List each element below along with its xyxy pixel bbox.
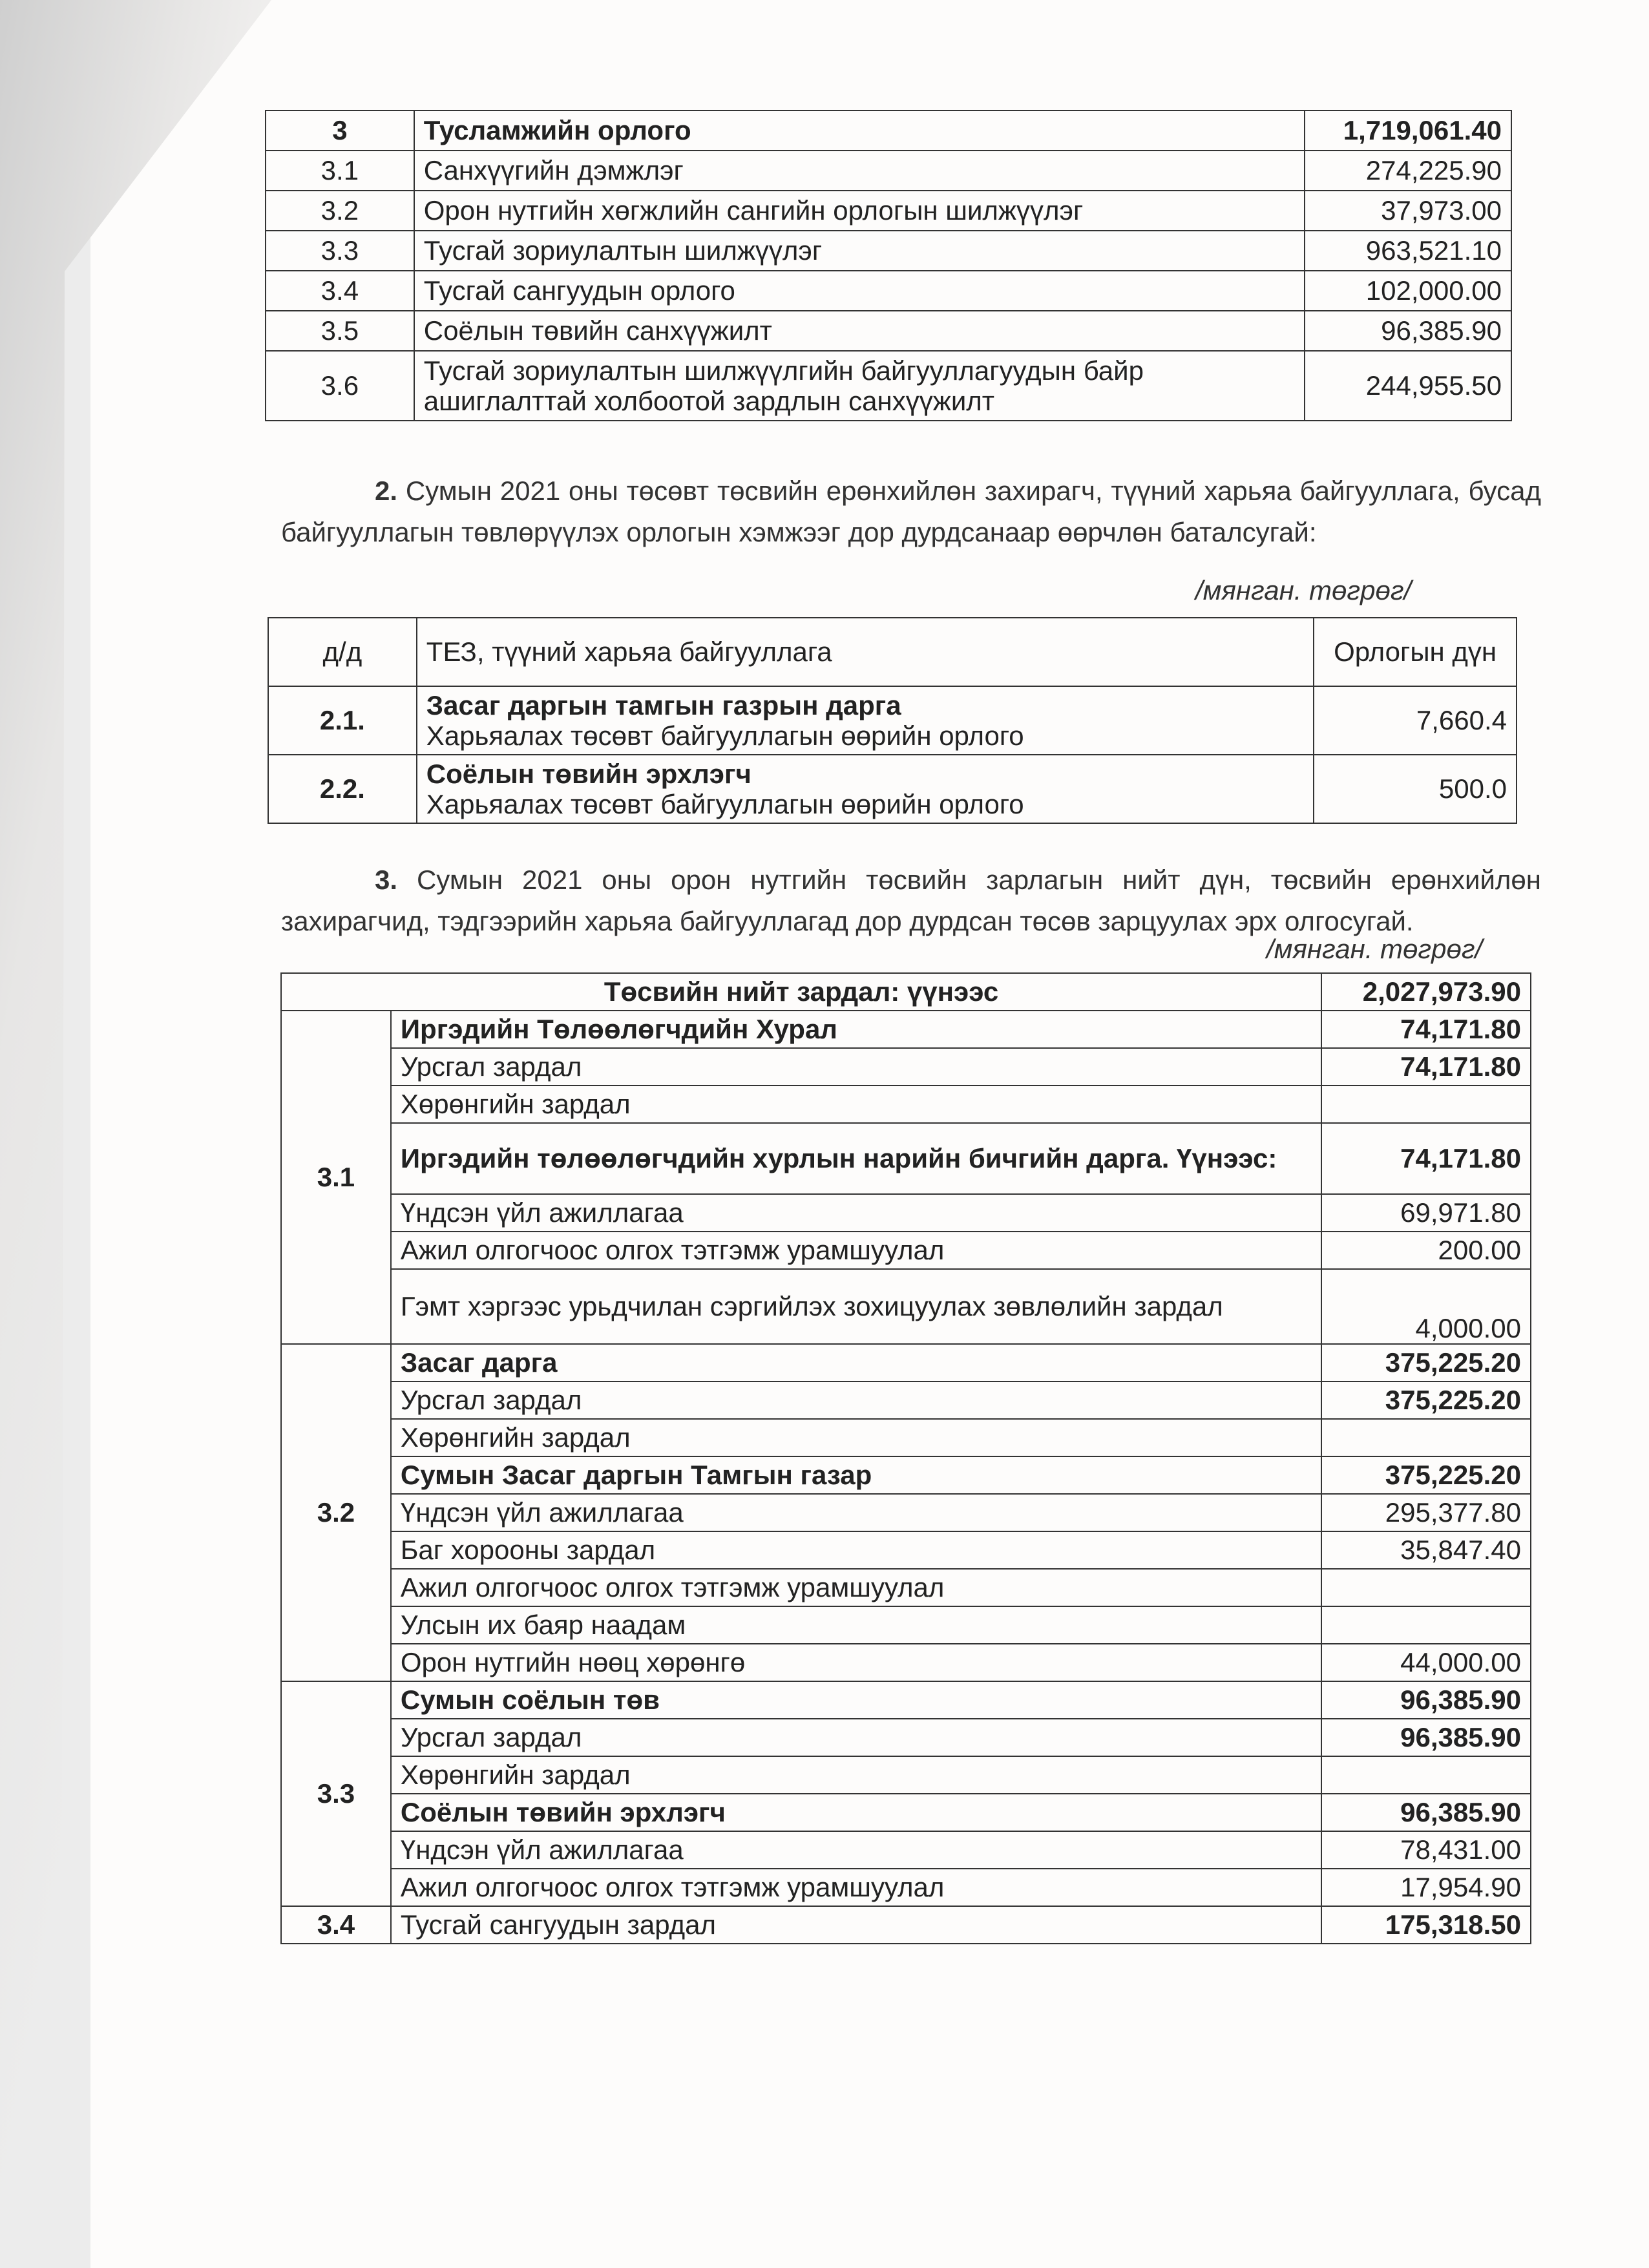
table3-label: Үндсэн үйл ажиллагаа	[391, 1494, 1321, 1531]
table3-row	[281, 1456, 1531, 1494]
table3-row	[281, 1419, 1531, 1456]
table3-row	[281, 1494, 1531, 1531]
table3-value: 96,385.90	[1321, 1719, 1531, 1756]
paragraph-2-number: 2.	[375, 476, 398, 506]
table1-code: 3.4	[266, 271, 414, 311]
table3-label: Ажил олгогчоос олгох тэтгэмж урамшуулал	[391, 1232, 1321, 1269]
table3-row	[281, 1719, 1531, 1756]
table2-org-cell	[417, 686, 1314, 755]
table3-label: Иргэдийн Төлөөлөгчдийн Хурал	[391, 1011, 1321, 1048]
table3-label: Сумын соёлын төв	[391, 1681, 1321, 1719]
table3-row	[281, 1531, 1531, 1569]
table3-label: Урсгал зардал	[391, 1381, 1321, 1419]
table3-label: Гэмт хэргээс урьдчилан сэргийлэх зохицуулах зөвлөлийн зардал	[391, 1269, 1321, 1344]
table3-row	[281, 1569, 1531, 1606]
table1-row	[266, 231, 1511, 271]
table2-org-sub: Харьяалах төсөвт байгууллагын өөрийн орлого	[426, 720, 1024, 751]
table3-value: 375,225.20	[1321, 1344, 1531, 1381]
table3-row	[281, 1269, 1531, 1344]
table2-org-title: Засаг даргын тамгын газрын дарга	[426, 689, 901, 720]
table3-group-code: 3.1	[281, 1011, 391, 1344]
table3-row	[281, 1232, 1531, 1269]
table2-row	[268, 755, 1517, 823]
table3-row	[281, 1381, 1531, 1419]
table1-value: 96,385.90	[1305, 311, 1511, 351]
paragraph-3-number: 3.	[375, 865, 398, 895]
table3-label: Тусгай сангуудын зардал	[391, 1906, 1321, 1944]
table3-value: 35,847.40	[1321, 1531, 1531, 1569]
unit-label-1: /мянган. төгрөг/	[1195, 575, 1412, 605]
table3-label: Иргэдийн төлөөлөгчдийн хурлын нарийн бичгийн дарга. Үүнээс:	[391, 1123, 1321, 1194]
expenditure-table	[280, 972, 1531, 1944]
table1-label: Тусламжийн орлого	[414, 110, 1305, 151]
table2-code: 2.2.	[268, 755, 417, 823]
table3-value	[1321, 1419, 1531, 1456]
table3-row	[281, 1681, 1531, 1719]
table3-row	[281, 1906, 1531, 1944]
table3-value	[1321, 1756, 1531, 1794]
table3-row	[281, 1869, 1531, 1906]
centralized-income-table	[268, 617, 1517, 824]
table1-code: 3.3	[266, 231, 414, 271]
table2-org-cell	[417, 755, 1314, 823]
table1-label: Санхүүгийн дэмжлэг	[414, 151, 1305, 191]
support-income-table	[265, 110, 1512, 421]
table3-label: Хөрөнгийн зардал	[391, 1419, 1321, 1456]
table3-row	[281, 1794, 1531, 1831]
table2-org-title: Соёлын төвийн эрхлэгч	[426, 758, 751, 789]
table1-value: 274,225.90	[1305, 151, 1511, 191]
table1-row	[266, 151, 1511, 191]
table3-value	[1321, 1086, 1531, 1123]
paragraph-2	[281, 470, 1541, 553]
table3-value: 44,000.00	[1321, 1644, 1531, 1681]
table3-label: Үндсэн үйл ажиллагаа	[391, 1194, 1321, 1232]
table3-value: 375,225.20	[1321, 1456, 1531, 1494]
table3-label: Ажил олгогчоос олгох тэтгэмж урамшуулал	[391, 1569, 1321, 1606]
paragraph-2-text: Сумын 2021 оны төсөвт төсвийн ерөнхийлөн захирагч, түүний харьяа байгууллага, бусад байгууллагын төвлөрүүлэх орлогын хэмжээг дор дурдсанаар өөрчлөн баталсугай:	[281, 476, 1541, 547]
table1-row	[266, 351, 1511, 421]
table3-value: 175,318.50	[1321, 1906, 1531, 1944]
table1-code: 3.1	[266, 151, 414, 191]
table1-label: Орон нутгийн хөгжлийн сангийн орлогын шилжүүлэг	[414, 191, 1305, 231]
table2-org-sub: Харьяалах төсөвт байгууллагын өөрийн орлого	[426, 789, 1024, 819]
table1-row	[266, 191, 1511, 231]
table1-code: 3.6	[266, 351, 414, 421]
table1-value: 37,973.00	[1305, 191, 1511, 231]
table3-group-code: 3.3	[281, 1681, 391, 1906]
table2-header-org: ТЕЗ, түүний харьяа байгууллага	[417, 618, 1314, 686]
table3-label: Баг хорооны зардал	[391, 1531, 1321, 1569]
table1-row	[266, 271, 1511, 311]
table3-total-label: Төсвийн нийт зардал: үүнээс	[281, 973, 1321, 1011]
table3-value: 295,377.80	[1321, 1494, 1531, 1531]
table3-label: Орон нутгийн нөөц хөрөнгө	[391, 1644, 1321, 1681]
table3-value: 375,225.20	[1321, 1381, 1531, 1419]
table2-value: 7,660.4	[1314, 686, 1517, 755]
table2-header-index: д/д	[268, 618, 417, 686]
table1-code: 3.2	[266, 191, 414, 231]
table3-value: 74,171.80	[1321, 1048, 1531, 1086]
table3-value: 200.00	[1321, 1232, 1531, 1269]
table1-code: 3	[266, 110, 414, 151]
table3-value: 96,385.90	[1321, 1681, 1531, 1719]
table3-label: Урсгал зардал	[391, 1719, 1321, 1756]
table3-label: Улсын их баяр наадам	[391, 1606, 1321, 1644]
table3-row	[281, 1344, 1531, 1381]
table3-value	[1321, 1569, 1531, 1606]
table3-row	[281, 1011, 1531, 1048]
table2-row	[268, 686, 1517, 755]
table3-value: 96,385.90	[1321, 1794, 1531, 1831]
table3-value: 69,971.80	[1321, 1194, 1531, 1232]
table1-row	[266, 110, 1511, 151]
table2-code: 2.1.	[268, 686, 417, 755]
table3-row	[281, 1756, 1531, 1794]
table3-row	[281, 1048, 1531, 1086]
table1-code: 3.5	[266, 311, 414, 351]
table1-label: Тусгай зориулалтын шилжүүлгийн байгууллагуудын байр ашиглалттай холбоотой зардлын санхүүжилт	[414, 351, 1305, 421]
table1-value: 102,000.00	[1305, 271, 1511, 311]
table1-value: 1,719,061.40	[1305, 110, 1511, 151]
table3-label: Соёлын төвийн эрхлэгч	[391, 1794, 1321, 1831]
paragraph-3	[281, 859, 1541, 942]
table1-value: 244,955.50	[1305, 351, 1511, 421]
table1-row	[266, 311, 1511, 351]
table3-row	[281, 1086, 1531, 1123]
table3-row	[281, 1606, 1531, 1644]
unit-label-2: /мянган. төгрөг/	[1266, 934, 1483, 964]
table3-label: Хөрөнгийн зардал	[391, 1086, 1321, 1123]
paragraph-3-text: Сумын 2021 оны орон нутгийн төсвийн зарлагын нийт дүн, төсвийн ерөнхийлөн захирагчид, тэдгээрийн харьяа байгууллагад дор дурдсан төсөв зарцуулах эрх олгосугай.	[281, 865, 1541, 936]
table3-value: 78,431.00	[1321, 1831, 1531, 1869]
table3-total-value: 2,027,973.90	[1321, 973, 1531, 1011]
table3-label: Урсгал зардал	[391, 1048, 1321, 1086]
table3-group-code: 3.4	[281, 1906, 391, 1944]
table3-value: 17,954.90	[1321, 1869, 1531, 1906]
table3-value	[1321, 1606, 1531, 1644]
table3-row	[281, 1194, 1531, 1232]
table3-label: Ажил олгогчоос олгох тэтгэмж урамшуулал	[391, 1869, 1321, 1906]
table1-label: Тусгай зориулалтын шилжүүлэг	[414, 231, 1305, 271]
table3-row	[281, 1123, 1531, 1194]
table3-group-code: 3.2	[281, 1344, 391, 1681]
table3-label: Үндсэн үйл ажиллагаа	[391, 1831, 1321, 1869]
table1-label: Тусгай сангуудын орлого	[414, 271, 1305, 311]
table3-label: Сумын Засаг даргын Тамгын газар	[391, 1456, 1321, 1494]
table3-label: Хөрөнгийн зардал	[391, 1756, 1321, 1794]
table1-value: 963,521.10	[1305, 231, 1511, 271]
table3-value: 74,171.80	[1321, 1123, 1531, 1194]
table3-value: 74,171.80	[1321, 1011, 1531, 1048]
scan-corner-shadow	[0, 0, 271, 2268]
table3-total-row	[281, 973, 1531, 1011]
table3-row	[281, 1644, 1531, 1681]
table3-row	[281, 1831, 1531, 1869]
table1-label: Соёлын төвийн санхүүжилт	[414, 311, 1305, 351]
table3-label: Засаг дарга	[391, 1344, 1321, 1381]
table2-value: 500.0	[1314, 755, 1517, 823]
table2-header-amount: Орлогын дүн	[1314, 618, 1517, 686]
table3-value: 4,000.00	[1321, 1269, 1531, 1344]
table2-header-row	[268, 618, 1517, 686]
